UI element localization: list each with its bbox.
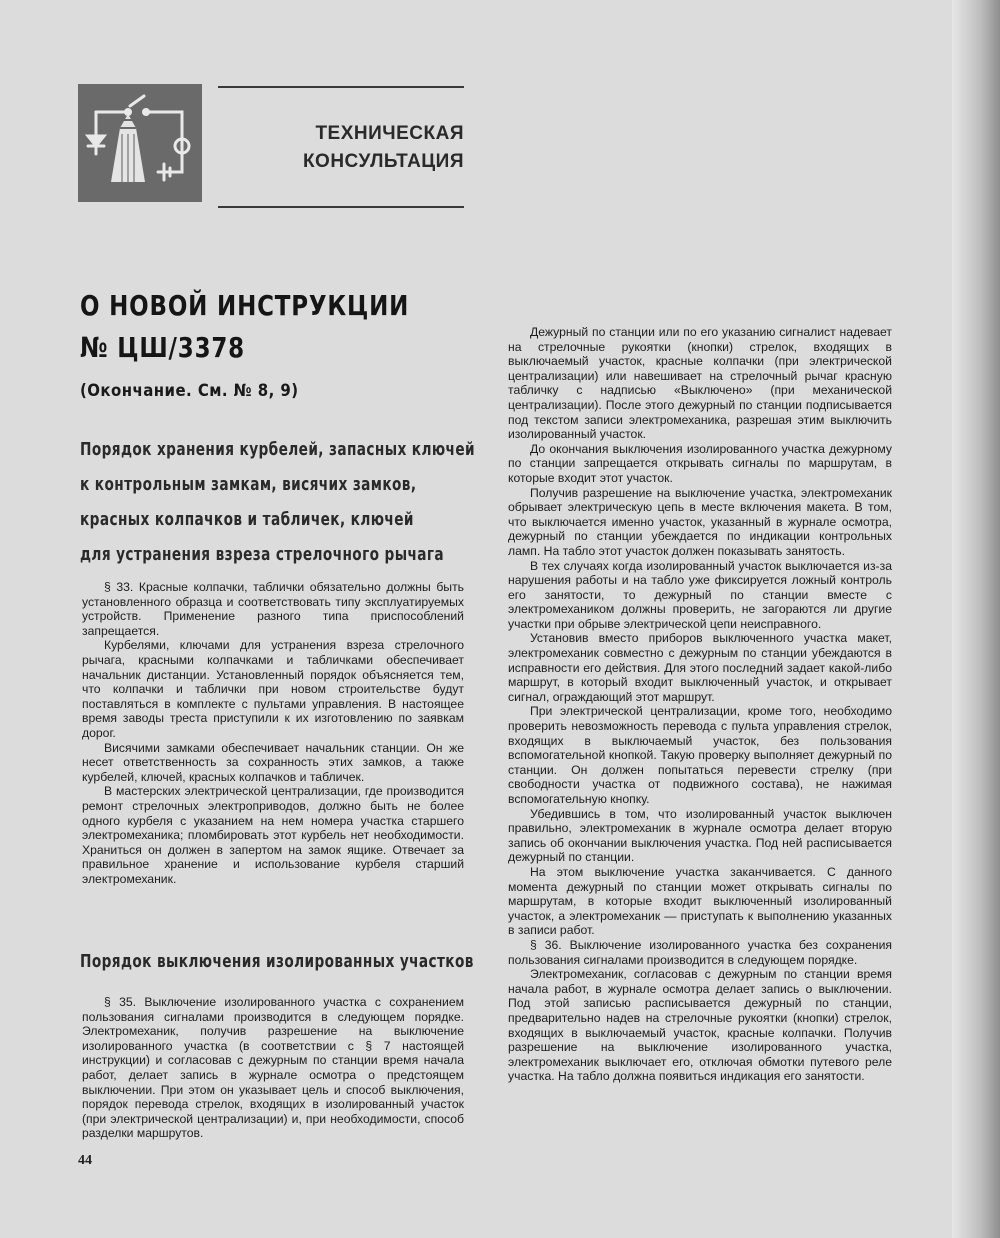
header-top-rule bbox=[218, 86, 464, 88]
section1-heading-line3: красных колпачков и табличек, ключей bbox=[80, 509, 414, 530]
rubric-title bbox=[270, 120, 464, 176]
section1-heading-line2: к контрольным замкам, висячих замков, bbox=[80, 474, 417, 495]
paragraph: До окончания выключения изолированного участка дежурному по станции запрещается открывать сигналы по маршрутам, в которые входит этот участок. bbox=[508, 441, 892, 485]
paragraph: § 35. Выключение изолированного участка с сохранением пользования сигналами производится в следующем порядке. Электромеханик, получив разрешение на выключение изолированного участка (в соответствии с § 7 настоящей инструкции) и согласовав с дежурным по станции время начала работ, делает запись в журнале осмотра о предстоящем выключении. При этом он указывает цель и способ выключения, порядок перевода стрелок, входящих в изолированный участок (при электрической централизации) и, при необходимости, способ разделки маршрутов. bbox=[82, 995, 464, 1141]
article-subtitle: (Окончание. См. № 8, 9) bbox=[80, 381, 299, 401]
paragraph: Висячими замками обеспечивает начальник станции. Он же несет ответственность за сохранность этих замков, а также курбелей, ключей, красных колпачков и табличек. bbox=[82, 740, 464, 784]
paragraph: Установив вместо приборов выключенного участка макет, электромеханик совместно с дежурным по станции убеждаются в исправности его действия. Для этого последний задает какой-либо маршрут, в который входит выключенный участок, и открывает сигнал, ограждающий этот маршрут. bbox=[508, 631, 892, 704]
paragraph: § 36. Выключение изолированного участка без сохранения пользования сигналами производится в следующем порядке. bbox=[508, 937, 892, 967]
header-bottom-rule bbox=[218, 206, 464, 208]
section1-heading bbox=[80, 432, 475, 572]
paragraph: В тех случаях когда изолированный участок выключается из-за нарушения работы и на табло уже фиксируется ложный контроль его занятости, то дежурный по станции вместе с электромехаником должны проверить, не загораются ли другие участки при обрыве электрической цепи неисправного. bbox=[508, 558, 892, 631]
paragraph: Получив разрешение на выключение участка, электромеханик обрывает электрическую цепь в месте включения макета. В том, что выключается именно участок, указанный в журнале осмотра, дежурный по станции убеждается по индикации контрольных ламп. На табло этот участок должен показывать занятость. bbox=[508, 485, 892, 558]
section1-heading-line4: для устранения взреза стрелочного рычага bbox=[80, 544, 444, 565]
rubric-logo bbox=[78, 84, 202, 202]
pencil-circuit-icon bbox=[78, 84, 202, 202]
paragraph: В мастерских электрической централизации, где производится ремонт стрелочных электроприводов, должно быть не более одного курбеля с указанием на нем номера участка старшего электромеханика; пломбировать этот курбель нет необходимости. Храниться он должен в запертом на замок ящике. Отвечает за правильное хранение и использование курбеля старший электромеханик. bbox=[82, 784, 464, 886]
right-column-body bbox=[508, 325, 892, 1084]
section1-body bbox=[82, 580, 464, 886]
section1-heading-line1: Порядок хранения курбелей, запасных ключей bbox=[80, 439, 475, 460]
rubric-title-line1: ТЕХНИЧЕСКАЯ bbox=[315, 123, 464, 144]
article-title bbox=[80, 285, 409, 369]
paragraph: Электромеханик, согласовав с дежурным по станции время начала работ, в журнале осмотра делает запись о выключении. Под этой записью расписывается дежурный по станции, предварительно надев на стрелочные рукоятки (кнопки) стрелок, входящих в выключаемый участок, красные колпачки. Получив разрешение на выключение изолированного участка, электромеханик выключает его, отключая обмотки путевого реле участка. На табло должна появиться индикация его занятости. bbox=[508, 967, 892, 1084]
page-edge-shadow bbox=[952, 0, 1000, 1238]
paragraph: При электрической централизации, кроме того, необходимо проверить невозможность перевода с пульта управления стрелок, входящих в выключаемый участок, без пользования вспомогательной кнопкой. Такую проверку выполняет дежурный по станции. Он должен попытаться перевести стрелку (при свободности участка от подвижного состава), не нажимая вспомогательную кнопку. bbox=[508, 704, 892, 806]
paragraph: § 33. Красные колпачки, таблички обязательно должны быть установленного образца и соответствовать типу эксплуатируемых устройств. Применение разного типа приспособлений запрещается. bbox=[82, 580, 464, 638]
paragraph: На этом выключение участка заканчивается. С данного момента дежурный по станции может открывать сигналы по маршрутам, в которые входит выключенный изолированный участок, а электромеханик — приступать к выполнению указанных в записи работ. bbox=[508, 864, 892, 938]
paragraph: Курбелями, ключами для устранения взреза стрелочного рычага, красными колпачками и табличками обеспечивает начальник дистанции. Установленный порядок объясняется тем, что колпачки и таблички при новом строительстве будут поставляться в комплекте с пультами управления. В настоящее время заводы треста приступили к их изготовлению по заявкам дорог. bbox=[82, 638, 464, 740]
rubric-title-line2: КОНСУЛЬТАЦИЯ bbox=[302, 151, 464, 172]
paragraph: Убедившись в том, что изолированный участок выключен правильно, электромеханик в журнале осмотра делает вторую запись об окончании выключения участка. Под ней расписывается дежурный по станции. bbox=[508, 806, 892, 865]
section2-body bbox=[82, 995, 464, 1141]
paragraph: Дежурный по станции или по его указанию сигналист надевает на стрелочные рукоятки (кнопки) стрелок, входящих в выключаемый участок, красные колпачки (при электрической централизации) или навешивает на стрелочный рычаг красную табличку с надписью «Выключено» (при механической централизации). После этого дежурный по станции подписывается под текстом записи электромеханика, разрешая этим выключить изолированный участок. bbox=[508, 325, 892, 442]
section2-heading: Порядок выключения изолированных участков bbox=[80, 951, 474, 972]
article-title-line2: № ЦШ/3378 bbox=[80, 331, 245, 364]
page-number: 44 bbox=[78, 1153, 92, 1168]
article-title-line1: О НОВОЙ ИНСТРУКЦИИ bbox=[80, 289, 410, 322]
